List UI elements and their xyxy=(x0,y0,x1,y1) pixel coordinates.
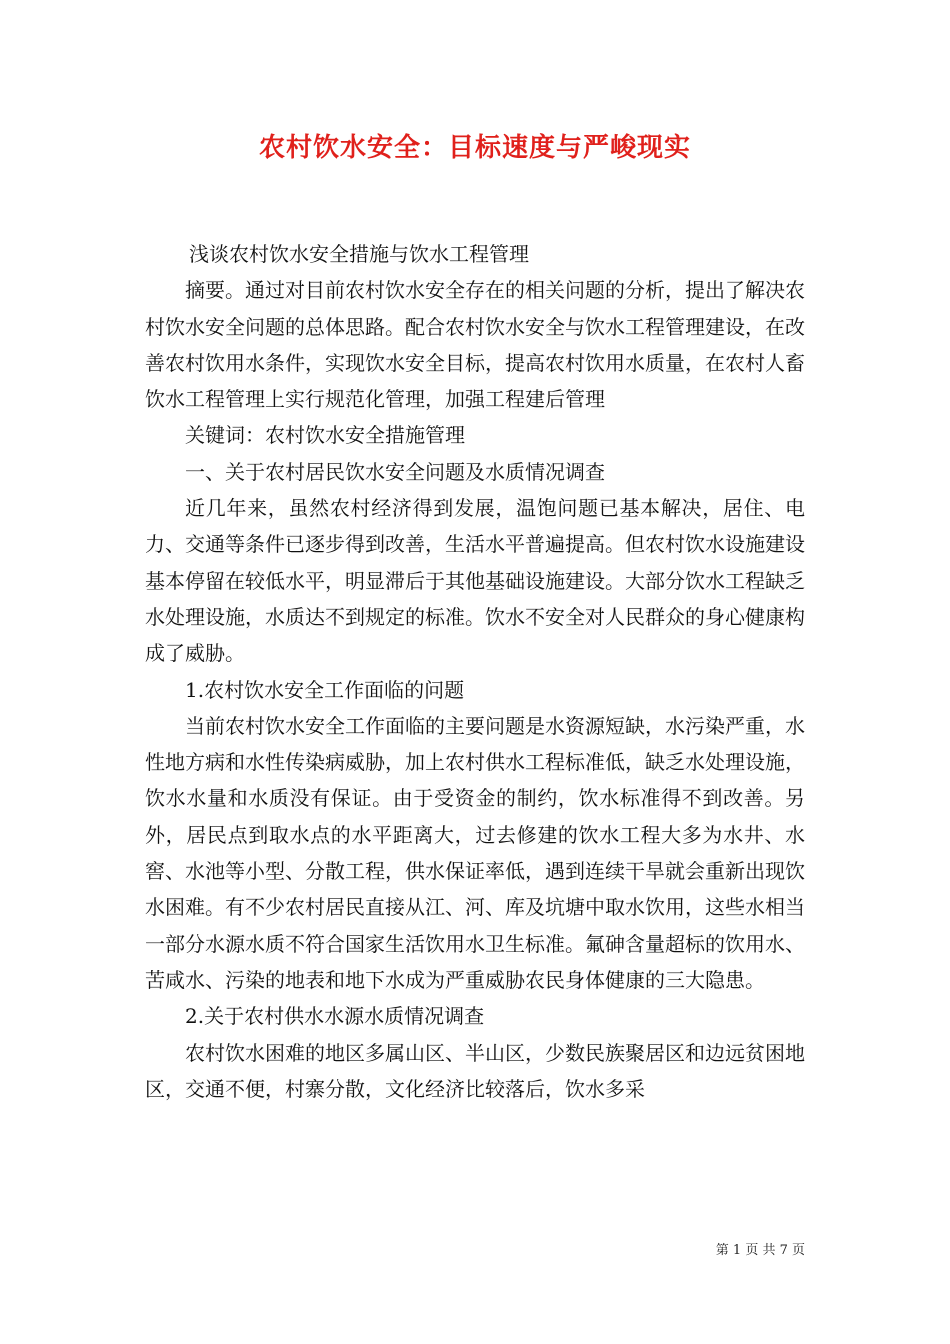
body-paragraph: 农村饮水困难的地区多属山区、半山区，少数民族聚居区和边远贫困地区，交通不便，村寨分散，文化经济比较落后，饮水多采 xyxy=(145,1040,805,1101)
keywords-paragraph: 关键词：农村饮水安全措施管理 xyxy=(185,423,465,448)
page-number-footer: 第 1 页 共 7 页 xyxy=(715,1243,805,1258)
subtitle-paragraph: 浅谈农村饮水安全措施与饮水工程管理 xyxy=(189,242,529,266)
subsection-heading-1: 1.农村饮水安全工作面临的问题 xyxy=(185,677,465,702)
body-paragraph: 近几年来，虽然农村经济得到发展，温饱问题已基本解决，居住、电力、交通等条件已逐步得到改善，生活水平普遍提高。但农村饮水设施建设基本停留在较低水平，明显滞后于其他基础设施建设。大部分饮水工程缺乏水处理设施，水质达不到规定的标准。饮水不安全对人民群众的身心健康构成了威胁。 xyxy=(145,496,805,666)
subsection-heading-2: 2.关于农村供水水源水质情况调查 xyxy=(185,1004,485,1029)
document-body xyxy=(145,236,805,1107)
document-title: 农村饮水安全：目标速度与严峻现实 xyxy=(258,133,691,163)
abstract-paragraph: 摘要。通过对目前农村饮水安全存在的相关问题的分析，提出了解决农村饮水安全问题的总体思路。配合农村饮水安全与饮水工程管理建设，在改善农村饮用水条件，实现饮水安全目标，提高农村饮用水质量，在农村人畜饮水工程管理上实行规范化管理，加强工程建后管理 xyxy=(145,278,805,412)
section-heading-1: 一、关于农村居民饮水安全问题及水质情况调查 xyxy=(185,459,605,484)
body-paragraph: 当前农村饮水安全工作面临的主要问题是水资源短缺，水污染严重，水性地方病和水性传染病威胁，加上农村供水工程标准低，缺乏水处理设施，饮水水量和水质没有保证。由于受资金的制约，饮水标准得不到改善。另外，居民点到取水点的水平距离大，过去修建的饮水工程大多为水井、水窖、水池等小型、分散工程，供水保证率低，遇到连续干旱就会重新出现饮水困难。有不少农村居民直接从江、河、库及坑塘中取水饮用，这些水相当一部分水源水质不符合国家生活饮用水卫生标准。氟砷含量超标的饮用水、苦咸水、污染的地表和地下水成为严重威胁农民身体健康的三大隐患。 xyxy=(145,713,805,992)
